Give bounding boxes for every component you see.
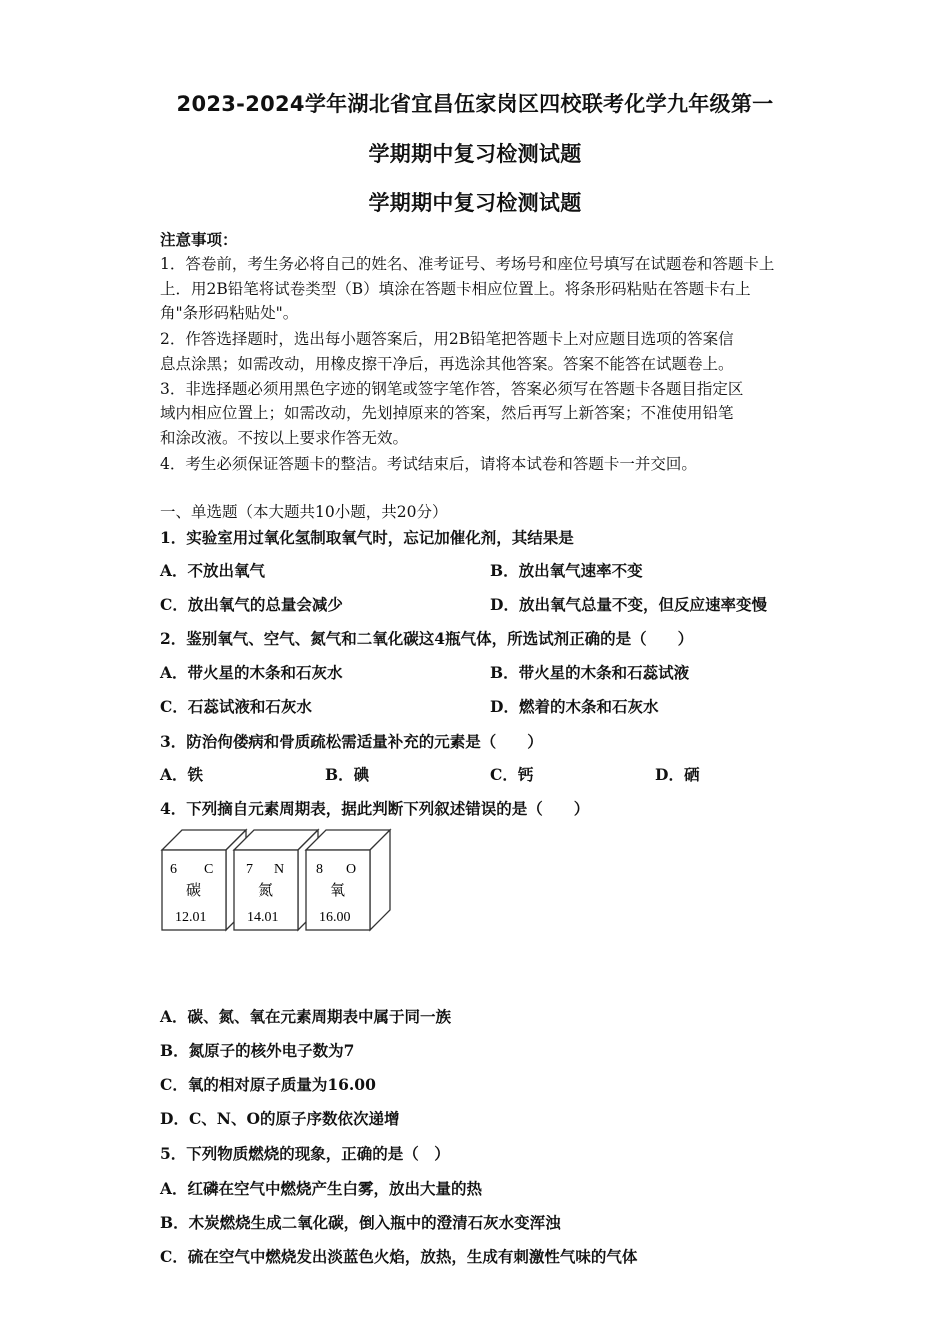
question-stem: 5．下列物质燃烧的现象，正确的是（ ）	[160, 1144, 450, 1163]
atomic-mass: 16.00	[319, 910, 351, 925]
notice-heading: 注意事项：	[160, 230, 238, 249]
option-a: A．带火星的木条和石灰水	[160, 663, 343, 682]
question-stem: 2．鉴别氧气、空气、氮气和二氧化碳这4瓶气体，所选试剂正确的是（ ）	[160, 629, 694, 648]
notice-line: 4．考生必须保证答题卡的整洁。考试结束后，请将本试卷和答题卡一并交回。	[160, 455, 697, 473]
option-c: C．钙	[490, 765, 534, 784]
option-d: D．C、N、O的原子序数依次递增	[160, 1109, 400, 1128]
notice-line: 和涂改液。不按以上要求作答无效。	[160, 429, 409, 447]
option-d: D．放出氧气总量不变，但反应速率变慢	[490, 595, 767, 614]
notice-line: 1．答卷前，考生务必将自己的姓名、准考证号、考场号和座位号填写在试题卷和答题卡上	[160, 255, 775, 273]
option-b: B．木炭燃烧生成二氧化碳，倒入瓶中的澄清石灰水变浑浊	[160, 1213, 561, 1232]
question-stem: 1．实验室用过氧化氢制取氧气时，忘记加催化剂，其结果是	[160, 528, 574, 547]
option-d: D．燃着的木条和石灰水	[490, 697, 659, 716]
option-c: C．放出氧气的总量会减少	[160, 595, 343, 614]
option-c: C．石蕊试液和石灰水	[160, 697, 312, 716]
option-b: B．碘	[325, 765, 370, 784]
atomic-number: 7	[246, 862, 253, 877]
notice-line: 上．用2B铅笔将试卷类型（B）填涂在答题卡相应位置上。将条形码粘贴在答题卡右上	[160, 280, 751, 298]
atomic-number: 8	[316, 862, 323, 877]
option-b: B．放出氧气速率不变	[490, 561, 643, 580]
option-a: A．碳、氮、氧在元素周期表中属于同一族	[160, 1007, 452, 1026]
page-title-line2: 学期期中复习检测试题	[368, 142, 582, 166]
option-c: C．氧的相对原子质量为16.00	[160, 1075, 376, 1094]
option-b: B．带火星的木条和石蕊试液	[490, 663, 690, 682]
atomic-mass: 12.01	[175, 910, 207, 925]
element-cell-oxygen	[306, 830, 390, 930]
section-heading: 一、单选题（本大题共10小题，共20分）	[160, 503, 448, 521]
atomic-mass: 14.01	[247, 910, 279, 925]
element-name: 氧	[330, 883, 346, 899]
notice-line: 息点涂黑；如需改动，用橡皮擦干净后，再选涂其他答案。答案不能答在试题卷上。	[160, 355, 734, 373]
periodic-table-figure	[160, 828, 400, 934]
option-a: A．不放出氧气	[160, 561, 266, 580]
option-a: A．铁	[160, 765, 204, 784]
notice-line: 角"条形码粘贴处"。	[160, 304, 299, 322]
question-stem: 3．防治佝偻病和骨质疏松需适量补充的元素是（ ）	[160, 732, 543, 751]
option-a: A．红磷在空气中燃烧产生白雾，放出大量的热	[160, 1179, 483, 1198]
notice-line: 3．非选择题必须用黑色字迹的钢笔或签字笔作答，答案必须写在答题卡各题目指定区	[160, 380, 744, 398]
atomic-number: 6	[170, 862, 177, 877]
element-name: 氮	[258, 883, 274, 899]
option-c: C．硫在空气中燃烧发出淡蓝色火焰，放热，生成有刺激性气味的气体	[160, 1247, 638, 1266]
option-d: D．硒	[655, 765, 700, 784]
notice-line: 2．作答选择题时，选出每小题答案后，用2B铅笔把答题卡上对应题目选项的答案信	[160, 330, 734, 348]
element-name: 碳	[186, 883, 202, 899]
option-b: B．氮原子的核外电子数为7	[160, 1041, 355, 1060]
element-symbol: C	[204, 862, 214, 877]
question-stem: 4．下列摘自元素周期表，据此判断下列叙述错误的是（ ）	[160, 799, 590, 818]
notice-line: 域内相应位置上；如需改动，先划掉原来的答案，然后再写上新答案；不准使用铅笔	[160, 404, 734, 422]
page-title: 2023-2024学年湖北省宜昌伍家岗区四校联考化学九年级第一	[176, 92, 774, 116]
element-symbol: N	[274, 862, 285, 877]
element-symbol: O	[346, 862, 357, 877]
page-title-line3: 学期期中复习检测试题	[368, 191, 582, 215]
